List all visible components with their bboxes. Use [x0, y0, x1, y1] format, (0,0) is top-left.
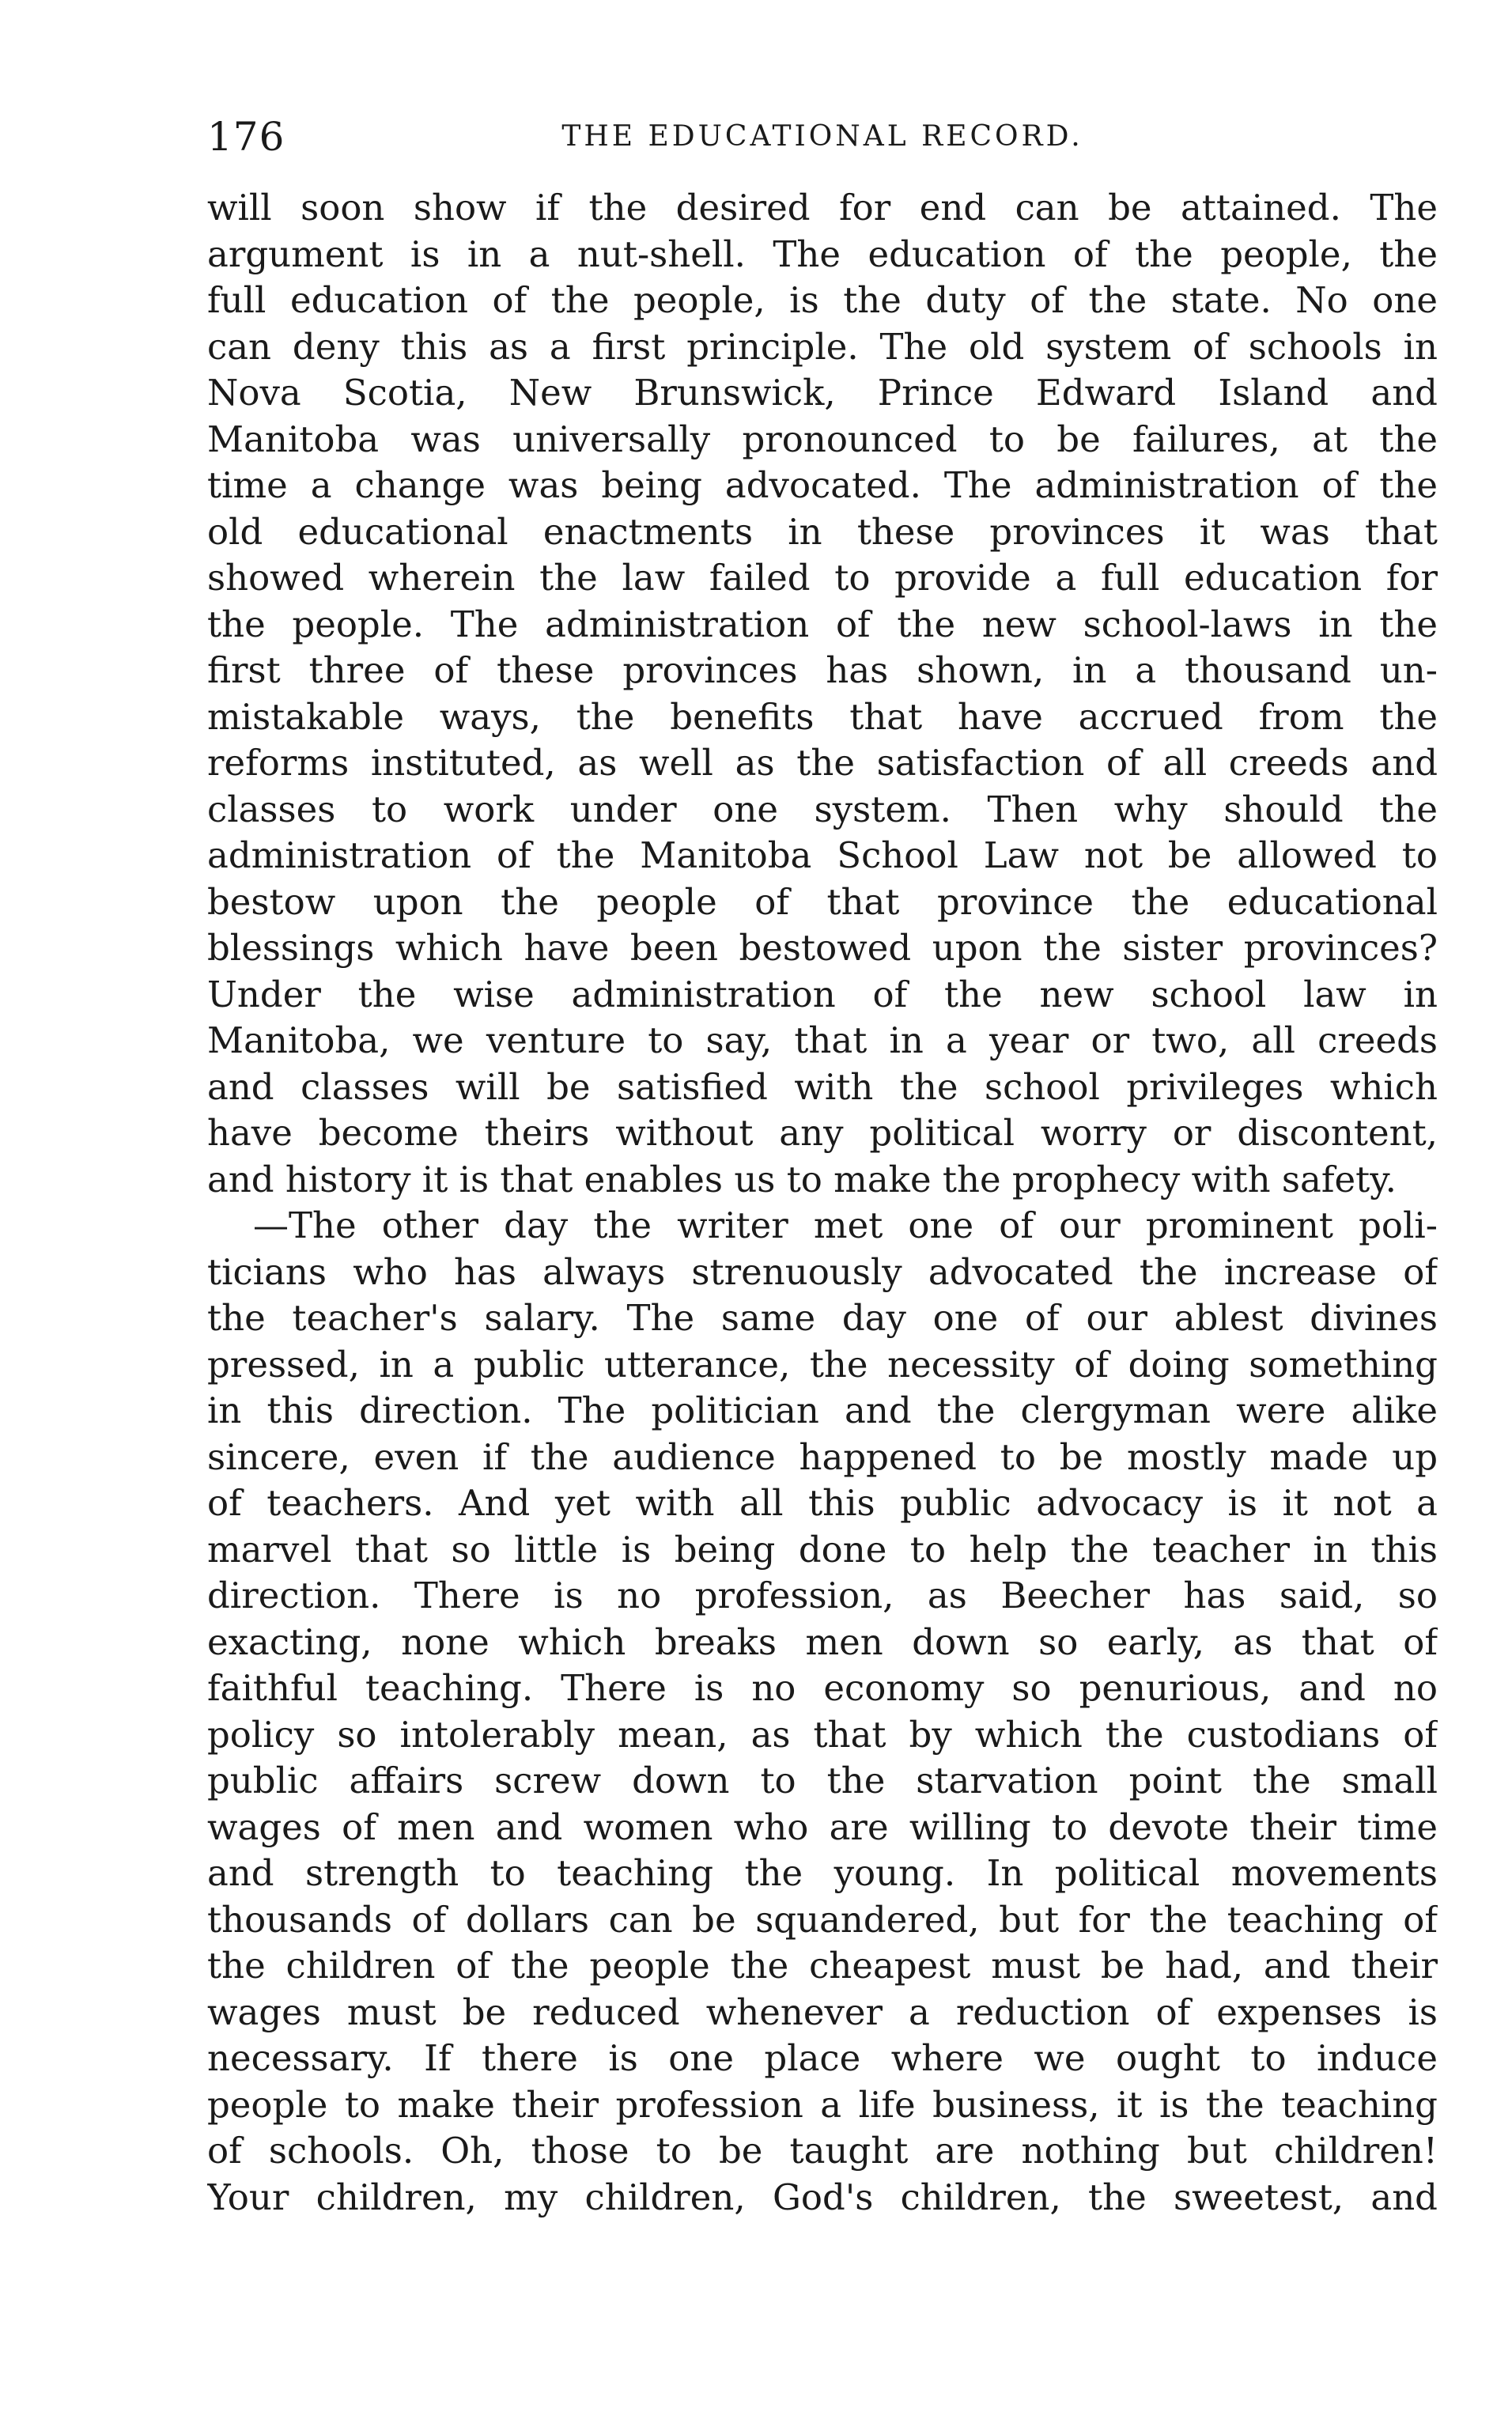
- text-line: blessings which have been bestowed upon the sister provinces?: [207, 927, 1438, 969]
- text-line: and strength to teaching the young. In political movements: [207, 1852, 1438, 1894]
- text-line: time a change was being advocated. The administration of the: [207, 464, 1438, 506]
- text-line: reforms instituted, as well as the satisfaction of all creeds and: [207, 742, 1438, 784]
- text-line: exacting, none which breaks men down so early, as that of: [207, 1620, 1438, 1663]
- text-line: showed wherein the law failed to provide a full education for: [207, 557, 1438, 599]
- book-page: [207, 111, 1438, 2372]
- journal-title: THE EDUCATIONAL RECORD.: [561, 120, 1083, 153]
- text-line: first three of these provinces has shown, in a thousand un-: [207, 649, 1438, 691]
- page-number: 176: [207, 114, 285, 160]
- text-line: have become theirs without any political worry or discontent,: [207, 1112, 1438, 1154]
- text-line: marvel that so little is being done to help the teacher in this: [207, 1528, 1438, 1571]
- text-line: the teacher's salary. The same day one of our ablest divines: [207, 1297, 1438, 1339]
- text-line: policy so intolerably mean, as that by which the custodians of: [207, 1713, 1438, 1756]
- text-line: the children of the people the cheapest must be had, and their: [207, 1945, 1438, 1987]
- paragraph-first-line: —The other day the writer met one of our prominent poli-: [253, 1204, 1438, 1246]
- text-line: mistakable ways, the benefits that have accrued from the: [207, 695, 1438, 738]
- text-line: and classes will be satisfied with the school privileges which: [207, 1065, 1438, 1108]
- text-line: thousands of dollars can be squandered, but for the teaching of: [207, 1898, 1438, 1941]
- body-text: [207, 185, 1438, 2221]
- text-line: faithful teaching. There is no economy so penurious, and no: [207, 1667, 1438, 1709]
- text-line: old educational enactments in these provinces it was that: [207, 510, 1438, 553]
- text-line: sincere, even if the audience happened to be mostly made up: [207, 1435, 1438, 1478]
- text-line: classes to work under one system. Then why should the: [207, 788, 1438, 830]
- text-line: in this direction. The politician and the clergyman were alike: [207, 1389, 1438, 1431]
- text-line: administration of the Manitoba School Law not be allowed to: [207, 834, 1438, 876]
- text-line: ticians who has always strenuously advocated the increase of: [207, 1250, 1438, 1293]
- text-line: Nova Scotia, New Brunswick, Prince Edward Island and: [207, 372, 1438, 414]
- text-line: of teachers. And yet with all this public advocacy is it not a: [207, 1482, 1438, 1524]
- text-line: can deny this as a first principle. The old system of schools in: [207, 325, 1438, 368]
- text-line: Under the wise administration of the new school law in: [207, 973, 1438, 1015]
- text-line: full education of the people, is the duty of the state. No one: [207, 279, 1438, 321]
- text-line: argument is in a nut-shell. The education of the people, the: [207, 233, 1438, 275]
- text-line: the people. The administration of the new school-laws in the: [207, 603, 1438, 645]
- text-line: of schools. Oh, those to be taught are nothing but children!: [207, 2130, 1438, 2172]
- text-line: Manitoba, we venture to say, that in a year or two, all creeds: [207, 1019, 1438, 1061]
- text-line: necessary. If there is one place where we ought to induce: [207, 2037, 1438, 2079]
- text-line: will soon show if the desired for end can be attained. The: [207, 187, 1438, 229]
- text-line: people to make their profession a life business, it is the teaching: [207, 2083, 1438, 2126]
- text-line: bestow upon the people of that province the educational: [207, 880, 1438, 923]
- text-line: wages of men and women who are willing to devote their time: [207, 1805, 1438, 1848]
- paragraph-last-line: and history it is that enables us to make the prophecy with safety.: [207, 1158, 1397, 1200]
- text-line: direction. There is no profession, as Beecher has said, so: [207, 1575, 1438, 1616]
- text-line: pressed, in a public utterance, the necessity of doing something: [207, 1343, 1438, 1386]
- text-line: public affairs screw down to the starvation point the small: [207, 1760, 1438, 1802]
- text-line: Your children, my children, God's children, the sweetest, and: [207, 2176, 1438, 2218]
- running-head: [207, 111, 1438, 174]
- text-line: wages must be reduced whenever a reduction of expenses is: [207, 1991, 1438, 2033]
- text-line: Manitoba was universally pronounced to be failures, at the: [207, 418, 1438, 460]
